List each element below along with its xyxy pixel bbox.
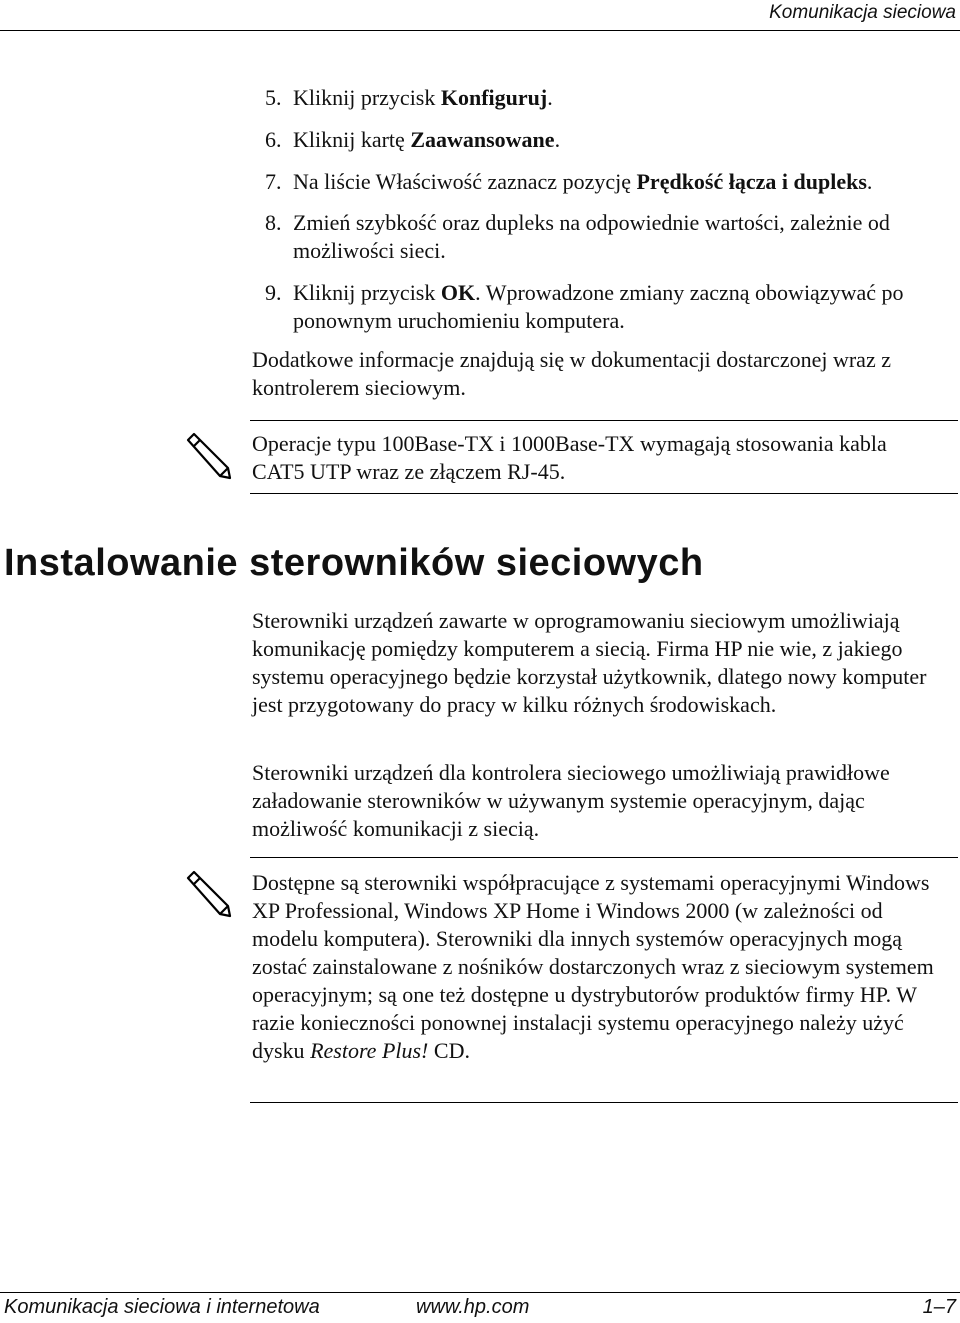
step-text: Na liście Właściwość zaznacz pozycję [293,169,637,194]
step-text: Kliknij kartę [293,127,411,152]
note-divider-top [250,420,958,421]
pencil-icon [180,428,236,484]
running-header: Komunikacja sieciowa [769,2,956,23]
pencil-icon [180,866,236,922]
note-text [252,869,942,1065]
section-paragraph-2: Sterowniki urządzeń dla kontrolera sieciowego umożliwiają prawidłowe załadowanie sterowników w używanym systemie operacyjnym, dając możliwość komunikacji z siecią. [252,760,890,841]
step-number: 7. [265,169,282,194]
step-bold-term: Zaawansowane [410,127,555,152]
step-number: 5. [265,85,282,110]
section-paragraph-1: Sterowniki urządzeń zawarte w oprogramowaniu sieciowym umożliwiają komunikację pomiędzy komputerem a siecią. Firma HP nie wie, z jakiego systemu operacyjnego będzie korzystał użytkownik, dlatego nowy komputer jest przygotowany do pracy w kilku różnych środowiskach. [252,608,927,717]
step-text-end: . [547,85,553,110]
note-text: Operacje typu 100Base-TX i 1000Base-TX wymagają stosowania kabla CAT5 UTP wraz ze złączem RJ-45. [252,431,887,484]
info-paragraph: Dodatkowe informacje znajdują się w dokumentacji dostarczonej wraz z kontrolerem sieciowym. [252,347,891,400]
note-divider-bottom [250,1102,958,1103]
header-divider [0,30,960,31]
step-text: Kliknij przycisk [293,85,441,110]
step-text-end: . [866,169,873,194]
step-number: 9. [265,280,282,305]
step-text-end: . [554,127,561,152]
step-number: 8. [265,210,282,235]
footer-document-title: Komunikacja sieciowa i internetowa [4,1296,320,1318]
note-tail: CD. [428,1038,470,1063]
product-name: Restore Plus! [310,1038,429,1063]
note-divider-top [250,857,958,858]
step-bold-term: Prędkość łącza i dupleks [636,169,867,194]
step-bold-term: OK [440,280,476,305]
step-number: 6. [265,127,282,152]
step-text: Kliknij przycisk [293,280,441,305]
note-divider-bottom [250,493,958,494]
step-text: Zmień szybkość oraz dupleks na odpowiednie wartości, zależnie od możliwości sieci. [293,210,890,263]
note-body: Dostępne są sterowniki współpracujące z systemami operacyjnymi Windows XP Professional, Windows XP Home i Windows 2000 (w zależności od modelu komputera). Sterowniki dla innych systemów operacyjnych mogą zostać zainstalowane z nośników dostarczonych wraz z sieciowym systemem operacyjnym; są one też dostępne u dystrybutorów produktów firmy HP. W razie konieczności ponownej instalacji systemu operacyjnego należy użyć dysku [252,870,934,1063]
footer-divider [0,1292,960,1293]
step-bold-term: Konfiguruj [440,85,548,110]
section-title: Instalowanie sterowników sieciowych [4,542,704,584]
step-text-end: . Wprowadzone zmiany zaczną obowiązywać po ponownym uruchomieniu komputera. [293,280,904,333]
footer-link[interactable]: www.hp.com [416,1296,530,1318]
page-number: 1–7 [922,1296,956,1318]
